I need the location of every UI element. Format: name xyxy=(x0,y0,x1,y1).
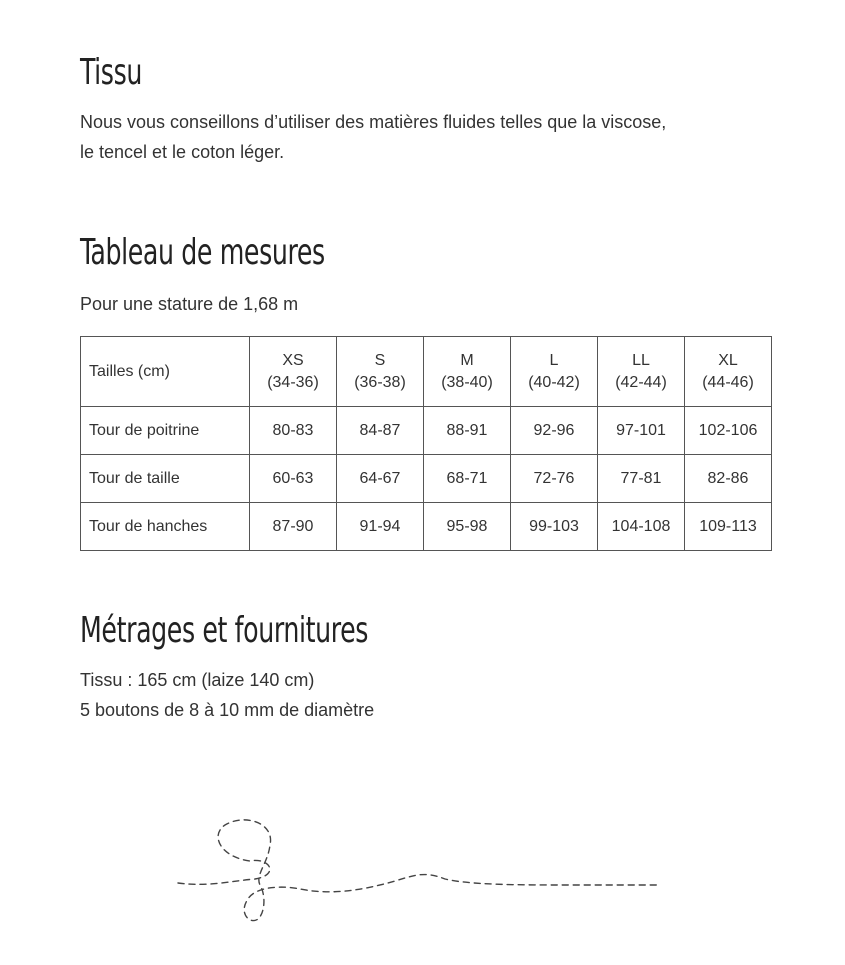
section-heading-tissu: Tissu xyxy=(80,52,142,93)
section-tissu xyxy=(80,52,666,167)
size-header-m: M (38-40) xyxy=(424,337,511,407)
dashed-ribbon-icon xyxy=(170,815,670,930)
metrages-line-fabric: Tissu : 165 cm (laize 140 cm) xyxy=(80,670,315,690)
table-cell: 68-71 xyxy=(424,455,511,503)
size-header-xs: XS (34-36) xyxy=(250,337,337,407)
metrages-line-buttons: 5 boutons de 8 à 10 mm de diamètre xyxy=(80,700,375,720)
row-label-taille: Tour de taille xyxy=(81,455,250,503)
tissu-text-line-1: Nous vous conseillons d’utiliser des matières fluides telles que la viscose, xyxy=(80,112,667,132)
metrages-details xyxy=(80,665,449,725)
table-cell: 64-67 xyxy=(337,455,424,503)
size-table-header-label: Tailles (cm) xyxy=(81,337,250,407)
table-row xyxy=(81,407,772,455)
size-table xyxy=(80,336,772,551)
table-cell: 80-83 xyxy=(250,407,337,455)
table-cell: 91-94 xyxy=(337,503,424,551)
table-cell: 60-63 xyxy=(250,455,337,503)
table-cell: 102-106 xyxy=(685,407,772,455)
table-cell: 72-76 xyxy=(511,455,598,503)
table-cell: 88-91 xyxy=(424,407,511,455)
table-cell: 97-101 xyxy=(598,407,685,455)
table-row xyxy=(81,455,772,503)
size-table-header-row xyxy=(81,337,772,407)
section-heading-metrages: Métrages et fournitures xyxy=(80,610,369,651)
size-header-s: S (36-38) xyxy=(337,337,424,407)
table-cell: 104-108 xyxy=(598,503,685,551)
table-cell: 99-103 xyxy=(511,503,598,551)
table-cell: 87-90 xyxy=(250,503,337,551)
tissu-description xyxy=(80,107,666,167)
table-row xyxy=(81,503,772,551)
table-cell: 92-96 xyxy=(511,407,598,455)
row-label-poitrine: Tour de poitrine xyxy=(81,407,250,455)
size-header-ll: LL (42-44) xyxy=(598,337,685,407)
size-header-l: L (40-42) xyxy=(511,337,598,407)
table-cell: 77-81 xyxy=(598,455,685,503)
section-tableau xyxy=(80,232,394,319)
section-metrages xyxy=(80,610,449,725)
size-header-xl: XL (44-46) xyxy=(685,337,772,407)
section-heading-tableau: Tableau de mesures xyxy=(80,232,325,273)
table-cell: 109-113 xyxy=(685,503,772,551)
table-cell: 95-98 xyxy=(424,503,511,551)
tableau-subtitle: Pour une stature de 1,68 m xyxy=(80,294,299,314)
tissu-text-line-2: le tencel et le coton léger. xyxy=(80,142,285,162)
row-label-hanches: Tour de hanches xyxy=(81,503,250,551)
table-cell: 82-86 xyxy=(685,455,772,503)
table-cell: 84-87 xyxy=(337,407,424,455)
